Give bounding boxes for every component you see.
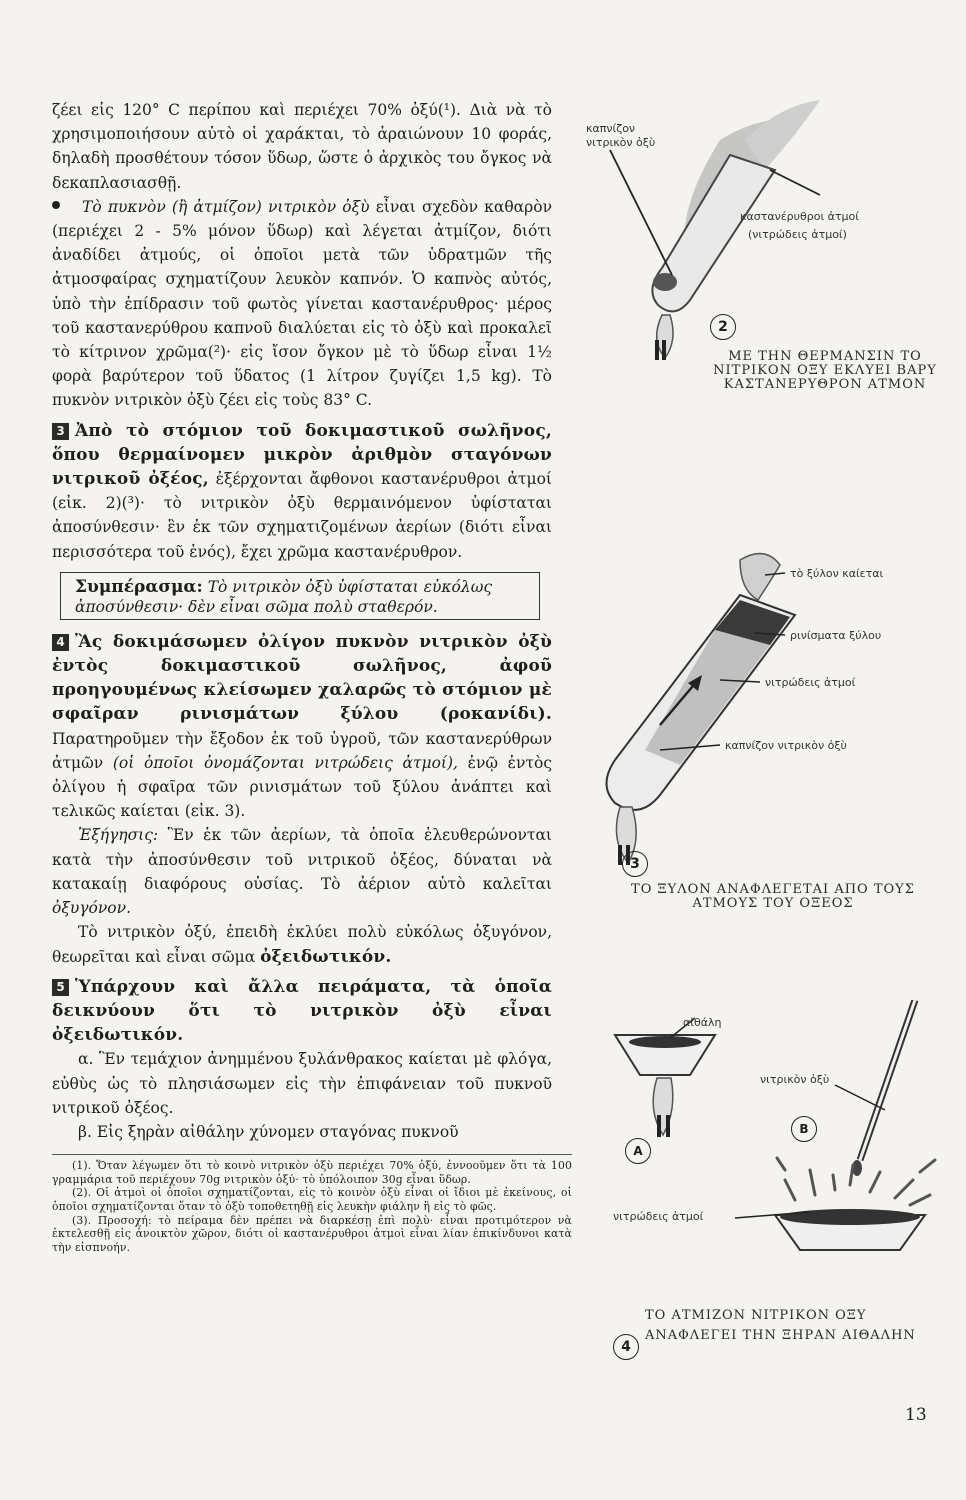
footnote-2: (2). Οἱ ἀτμοὶ οἱ ὁποῖοι σχηματίζονται, εἰς τὸ κοινὸν ὀξὺ εἶναι οἱ ἴδιοι μὲ ἐκείνους, οἱ ὁποῖοι σχηματίζονται ὅταν τὸ ὀξὺ τοποθετηθῇ εἰς λευκὴν φιάλην ἢ εἰς τὸ φῶς. [52, 1186, 572, 1213]
fig3-caption: ΤΟ ΞΥΛΟΝ ΑΝΑΦΛΕΓΕΤΑΙ ΑΠΟ ΤΟΥΣ ΑΤΜΟΥΣ ΤΟΥ ΟΞΕΟΣ [631, 882, 915, 911]
section-3-marker: 3 [52, 423, 69, 440]
leader-line-fumes [770, 170, 820, 195]
section-4-text-a: Παρατηροῦμεν τὴν ἔξοδον ἐκ τοῦ ὑγροῦ, τῶν καστανερύθρων ἀτμῶν [52, 729, 552, 772]
burner-a-left [657, 1115, 661, 1137]
paragraph-intro: ζέει εἰς 120° C περίπου καὶ περιέχει 70% ὀξύ(¹). Διὰ νὰ τὸ χρησιμοποιήσουν αὐτὸ οἱ χαράκται, τὸ ἀραιώνουν 10 φοράς, δηλαδὴ προσθέτουν τόσον ὕδωρ, ὥστε ὁ ἀρχικὸς του ὄγκος νὰ δεκαπλασιασθῇ. [52, 101, 552, 192]
fig2-label-acid: καπνίζον νιτρικὸν ὀξὺ [586, 122, 656, 149]
section-4 [52, 630, 552, 824]
fig4-label-b: B [791, 1116, 817, 1142]
burner-a-right [666, 1115, 670, 1137]
footnotes [52, 1154, 572, 1254]
conclusion-box [60, 572, 540, 620]
conclusion-text: Τὸ νιτρικὸν ὀξὺ ὑφίσταται εὐκόλως ἀποσύνθεσιν· δὲν εἶναι σῶμα πολὺ σταθερόν. [75, 577, 493, 616]
oxidizing-paragraph [52, 920, 552, 968]
leader-acid-4 [835, 1085, 885, 1110]
fig4-label-a: A [625, 1138, 651, 1164]
oxidizing-term: ὀξειδωτικόν. [260, 946, 392, 967]
soot-b [780, 1209, 920, 1225]
fig3-label-wood-burns: τὸ ξύλον καίεται [790, 567, 884, 580]
section-4-heading: Ἂς δοκιμάσωμεν ὀλίγον πυκνὸν νιτρικὸν ὀξὺ ἐντὸς δοκιμαστικοῦ σωλῆνος, ἀφοῦ προηγουμένως κλείσωμεν χαλαρῶς τὸ στόμιον μὲ σφαῖραν ρινισμάτων ξύλου (ροκανίδι). [52, 631, 552, 725]
section-5-heading: Ὑπάρχουν καὶ ἄλλα πειράματα, τὰ ὁποῖα δεικνύουν ὅτι τὸ νιτρικὸν ὀξὺ εἶναι ὀξειδωτικόν. [52, 976, 552, 1046]
page-number: 13 [905, 1405, 927, 1425]
explanation-text: Ἓν ἐκ τῶν ἀερίων, τὰ ὁποῖα ἐλευθερώνονται κατὰ τὴν ἀποσύνθεσιν τοῦ νιτρικοῦ ὀξέος, δύναται νὰ κατακαίῃ διαφόρους οὐσίας. Τὸ ἀέριον αὐτὸ καλεῖται [52, 826, 552, 893]
soot-a [629, 1036, 701, 1048]
section-3 [52, 419, 552, 564]
fig4-label-acid: νιτρικὸν ὀξὺ [760, 1073, 830, 1086]
fig3-label-shavings: ρινίσματα ξύλου [790, 629, 882, 642]
fig2-label-fumes: καστανέρυθροι ἀτμοί [740, 210, 860, 223]
fig2-number: 2 [710, 314, 736, 340]
footnote-1: (1). Ὅταν λέγωμεν ὅτι τὸ κοινὸ νιτρικὸν ὀξὺ περιέχει 70% ὀξύ, ἐννοοῦμεν ὅτι τὰ 100 γραμμάρια τοῦ περιέχουν 70g νιτρικὸν ὀξύ· τὸ ὑπόλοιπον 30g εἶναι ὕδωρ. [52, 1159, 572, 1186]
section-3-text: ἐξέρχονται ἄφθονοι καστανέρυθροι ἀτμοί (εἰκ. 2)(³)· τὸ νιτρικὸν ὀξὺ θερμαινόμενον ὑφίσταται ἀποσύνθεσιν· ἓν ἐκ τῶν σχηματιζομένων ἀερίων (διότι εἶναι περισσότερα τοῦ ἑνός), ἔχει χρῶμα καστανέρυθρον. [52, 470, 552, 561]
section-3-heading: Ἀπὸ τὸ στόμιον τοῦ δοκιμαστικοῦ σωλῆνος, ὅπου θερμαίνομεν μικρὸν ἀριθμὸν σταγόνων νιτρικοῦ ὀξέος, [52, 420, 552, 490]
leader-line-acid [610, 150, 672, 275]
fig4-number: 4 [613, 1334, 639, 1360]
conclusion-heading: Συμπέρασμα: [75, 576, 203, 597]
fig3-label-fumes: νιτρώδεις ἀτμοί [765, 676, 856, 689]
fig4-label-soot: αἰθάλη [683, 1016, 722, 1029]
experiment-alpha: α. Ἓν τεμάχιον ἀνημμένου ξυλάνθρακος καίεται μὲ φλόγα, εὐθὺς ὡς τὸ πλησιάσωμεν εἰς τὴν ἐπιφάνειαν τοῦ πυκνοῦ νιτρικοῦ ὀξέος. [52, 1050, 552, 1117]
fuming-acid-text: εἶναι σχεδὸν καθαρὸν (περιέχει 2 - 5% μόνον ὕδωρ) καὶ λέγεται ἀτμίζον, διότι ἀναδίδει ἀτμούς, οἱ ὁποῖοι μετὰ τῶν ὑδρατμῶν τῆς ἀτμοσφαίρας σχηματίζουν λευκὸν καπνόν. Ὁ καπνὸς αὐτός, ὑπὸ τὴν ἐπίδρασιν τοῦ φωτὸς γίνεται καστανέρυθρος· μέρος τοῦ καστανερύθρου καπνοῦ διαλύεται εἰς τὸ ὀξὺ καὶ προκαλεῖ τὸ κίτρινον χρῶμα(²)· εἰς ἴσον ὄγκον μὲ τὸ ὕδωρ εἶναι 1½ φορὰ βαρύτερον τοῦ ὕδατος (1 λίτρον ζυγίζει 1,5 kg). Τὸ πυκνὸν νιτρικὸν ὀξὺ ζέει εἰς τοὺς 83° C. [52, 197, 553, 410]
figure-4 [595, 1000, 955, 1380]
acid-liquid [653, 273, 677, 291]
fig2-caption: ΜΕ ΤΗΝ ΘΕΡΜΑΝΣΙΝ ΤΟ ΝΙΤΡΙΚΟΝ ΟΞΥ ΕΚΛΥΕΙ ΒΑΡΥ ΚΑΣΤΑΝΕΡΥΘΡΟΝ ΑΤΜΟΝ [713, 349, 937, 392]
figure-3-drawing [590, 545, 940, 865]
section-4-marker: 4 [52, 634, 69, 651]
fig4-caption: ΤΟ ΑΤΜΙΖΟΝ ΝΙΤΡΙΚΟΝ ΟΞΥ ΑΝΑΦΛΕΓΕΙ ΤΗΝ ΞΗΡΑΝ ΑΙΘΑΛΗΝ [645, 1308, 916, 1343]
burner-left [655, 340, 659, 360]
oxidizing-text: Τὸ νιτρικὸν ὀξύ, ἐπειδὴ ἐκλύει πολὺ εὐκόλως ὀξυγόνον, θεωρεῖται καὶ εἶναι σῶμα [52, 923, 552, 966]
pipette-inner [860, 1000, 915, 1160]
footnote-3: (3). Προσοχή: τὸ πείραμα δὲν πρέπει νὰ διαρκέσῃ ἐπὶ πολὺ· εἶναι προτιμότερον νὰ ἐκτελεσθῇ εἰς ἀνοικτὸν χῶρον, διότι οἱ καστανέρυθροι ἀτμοὶ εἶναι λίαν ἐπικίνδυνοι κατὰ τὴν εἰσπνοήν. [52, 1213, 572, 1254]
explanation [52, 823, 552, 920]
main-text-column [52, 98, 572, 1254]
section-4-italic: (οἱ ὁποῖοι ὀνομάζονται νιτρώδεις ἀτμοί), [112, 753, 458, 772]
bullet-icon [52, 201, 60, 209]
experiment-beta: β. Εἰς ξηρὰν αἰθάλην χύνομεν σταγόνας πυκνοῦ [78, 1122, 459, 1141]
explanation-label: Ἐξήγησις: [78, 826, 159, 845]
section-5 [52, 975, 552, 1048]
fig4-label-fumes: νιτρώδεις ἀτμοί [613, 1210, 704, 1223]
fuming-acid-term: Τὸ πυκνὸν (ἢ ἀτμίζον) νιτρικὸν ὀξὺ [82, 197, 370, 216]
fig3-label-acid: καπνίζον νιτρικὸν ὀξὺ [725, 739, 847, 752]
burning-wood-flame [740, 554, 780, 600]
section-5-marker: 5 [52, 979, 69, 996]
fig3-number: 3 [622, 851, 648, 877]
section-4-text-b: ἐνῷ ἐντὸς ὀλίγου ἡ σφαῖρα τῶν ρινισμάτων τοῦ ξύλου ἀνάπτει καὶ τελικῶς καίεται (εἰκ. 3). [52, 753, 553, 821]
paragraph-fuming-acid [52, 195, 552, 413]
fig2-label-fumes-alt: (νιτρώδεις ἀτμοί) [748, 228, 847, 241]
burner-right [662, 340, 666, 360]
figure-3 [590, 545, 940, 925]
figure-2 [570, 100, 950, 440]
oxygen-term: ὀξυγόνον. [52, 899, 131, 918]
